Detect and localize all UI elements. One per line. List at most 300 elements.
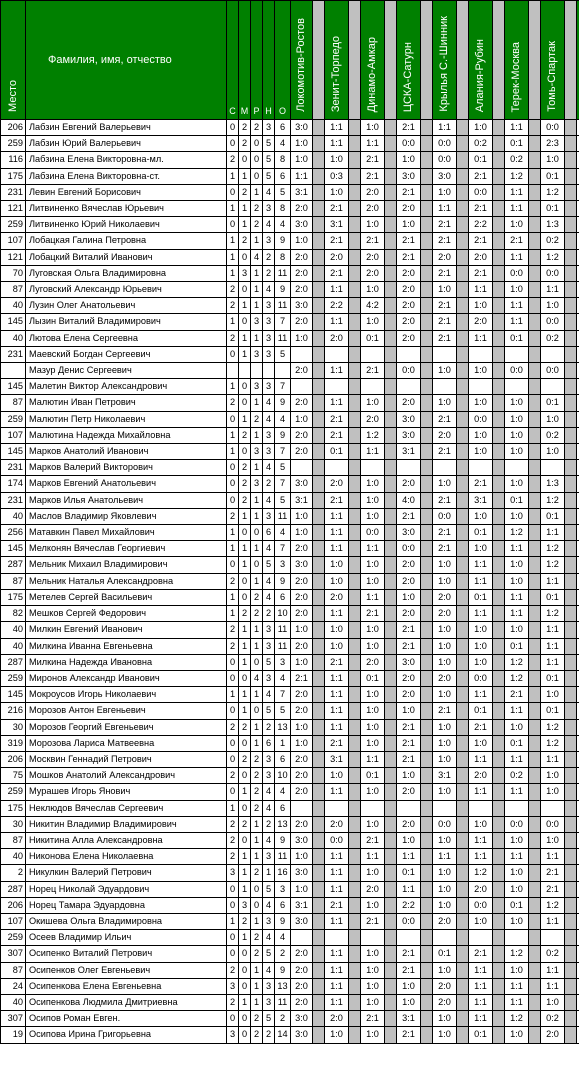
cell-gap	[493, 1027, 505, 1043]
cell-score: 1:1	[325, 120, 349, 136]
cell-name: Морозов Георгий Евгеньевич	[26, 719, 227, 735]
cell-gap	[421, 282, 433, 298]
header-match: Динамо-Амкар	[361, 1, 385, 120]
cell-stat: 2	[251, 1027, 263, 1043]
cell-gap	[421, 978, 433, 994]
cell-score: 0:0	[397, 363, 421, 379]
cell-score: 1:0	[433, 719, 457, 735]
cell-stat: 11	[275, 638, 291, 654]
cell-gap	[565, 444, 577, 460]
cell-score: 0:1	[505, 897, 529, 913]
cell-score: 1:0	[361, 573, 385, 589]
cell-stat: 1	[251, 573, 263, 589]
cell-stat: 4	[263, 962, 275, 978]
cell-score: 3:0	[397, 654, 421, 670]
cell-place: 175	[1, 800, 26, 816]
cell-score	[505, 460, 529, 476]
cell-stat: 5	[263, 136, 275, 152]
cell-name: Миронов Александр Иванович	[26, 670, 227, 686]
cell-gap	[529, 751, 541, 767]
cell-score	[433, 346, 457, 362]
cell-score: 1:0	[433, 184, 457, 200]
cell-stat: 16	[275, 865, 291, 881]
cell-gap	[529, 687, 541, 703]
cell-gap	[493, 201, 505, 217]
cell-gap	[493, 832, 505, 848]
cell-gap	[457, 994, 469, 1010]
cell-stat: 2	[263, 265, 275, 281]
table-row	[1, 622, 579, 638]
cell-stat: 0	[239, 768, 251, 784]
cell-gap	[349, 525, 361, 541]
cell-score: 1:1	[325, 962, 349, 978]
cell-score: 1:0	[541, 768, 565, 784]
cell-score	[361, 460, 385, 476]
cell-gap	[313, 1027, 325, 1043]
table-row	[1, 573, 579, 589]
cell-place: 145	[1, 687, 26, 703]
cell-gap	[457, 816, 469, 832]
cell-score: 2:1	[433, 525, 457, 541]
cell-place: 259	[1, 411, 26, 427]
cell-gap	[349, 1011, 361, 1027]
cell-score: 3:0	[291, 120, 313, 136]
cell-stat: 1	[227, 589, 239, 605]
cell-score: 0:2	[541, 330, 565, 346]
cell-place: 259	[1, 930, 26, 946]
cell-gap	[313, 703, 325, 719]
table-row	[1, 460, 579, 476]
cell-score: 3:0	[291, 298, 313, 314]
cell-stat: 9	[275, 573, 291, 589]
cell-score: 1:0	[361, 865, 385, 881]
cell-place: 145	[1, 444, 26, 460]
cell-gap	[457, 330, 469, 346]
cell-gap	[421, 589, 433, 605]
cell-score: 1:0	[361, 217, 385, 233]
cell-stat: 0	[239, 946, 251, 962]
cell-stat: 0	[239, 314, 251, 330]
cell-gap	[493, 800, 505, 816]
cell-gap	[457, 670, 469, 686]
cell-score: 0:0	[505, 265, 529, 281]
cell-score: 1:1	[505, 298, 529, 314]
cell-score: 1:2	[541, 719, 565, 735]
cell-score: 2:2	[397, 897, 421, 913]
cell-name: Луговская Ольга Владимировна	[26, 265, 227, 281]
cell-gap	[349, 913, 361, 929]
cell-score: 2:1	[469, 265, 493, 281]
cell-stat: 1	[251, 719, 263, 735]
cell-score	[505, 346, 529, 362]
cell-score: 1:1	[541, 913, 565, 929]
table-row	[1, 800, 579, 816]
cell-score: 1:0	[361, 557, 385, 573]
cell-gap	[493, 136, 505, 152]
cell-gap	[529, 265, 541, 281]
cell-score: 0:1	[325, 444, 349, 460]
cell-score: 1:0	[325, 184, 349, 200]
cell-gap	[493, 476, 505, 492]
cell-score: 2:1	[291, 670, 313, 686]
cell-stat: 4	[263, 687, 275, 703]
cell-stat: 2	[275, 1011, 291, 1027]
cell-stat: 0	[251, 897, 263, 913]
cell-gap	[529, 152, 541, 168]
cell-gap	[493, 298, 505, 314]
cell-stat: 6	[275, 751, 291, 767]
cell-score	[433, 930, 457, 946]
cell-stat: 1	[227, 233, 239, 249]
cell-gap	[313, 427, 325, 443]
cell-score	[397, 460, 421, 476]
cell-score: 2:0	[397, 298, 421, 314]
cell-score: 1:1	[469, 1011, 493, 1027]
cell-gap	[349, 265, 361, 281]
cell-score: 1:1	[325, 849, 349, 865]
table-row	[1, 427, 579, 443]
cell-stat: 2	[239, 427, 251, 443]
cell-gap	[565, 930, 577, 946]
cell-score: 2:0	[291, 994, 313, 1010]
cell-score: 2:1	[433, 330, 457, 346]
cell-score: 2:1	[397, 508, 421, 524]
cell-stat: 2	[239, 136, 251, 152]
cell-score: 0:0	[469, 411, 493, 427]
cell-gap	[529, 832, 541, 848]
cell-gap	[529, 719, 541, 735]
cell-gap	[529, 249, 541, 265]
cell-gap	[385, 816, 397, 832]
cell-place: 307	[1, 946, 26, 962]
cell-score: 1:0	[291, 719, 313, 735]
cell-gap	[385, 994, 397, 1010]
cell-score: 1:0	[361, 946, 385, 962]
cell-score: 2:0	[291, 444, 313, 460]
cell-gap	[349, 978, 361, 994]
cell-gap	[385, 784, 397, 800]
cell-stat: 0	[227, 930, 239, 946]
cell-gap	[529, 444, 541, 460]
cell-score: 1:1	[505, 541, 529, 557]
cell-score: 1:0	[505, 395, 529, 411]
cell-score: 0:0	[541, 816, 565, 832]
cell-score: 2:0	[291, 638, 313, 654]
cell-gap	[349, 638, 361, 654]
cell-stat: 2	[227, 638, 239, 654]
cell-score: 2:3	[541, 136, 565, 152]
cell-score: 2:0	[541, 1027, 565, 1043]
cell-score: 1:1	[505, 978, 529, 994]
cell-gap	[349, 541, 361, 557]
cell-score: 1:0	[325, 622, 349, 638]
cell-gap	[565, 897, 577, 913]
cell-score: 2:1	[469, 946, 493, 962]
cell-stat: 1	[251, 233, 263, 249]
cell-name: Лузин Олег Анатольевич	[26, 298, 227, 314]
cell-score: 1:1	[469, 849, 493, 865]
cell-score: 2:1	[325, 411, 349, 427]
cell-stat: 7	[275, 314, 291, 330]
cell-gap	[421, 606, 433, 622]
cell-gap	[529, 913, 541, 929]
cell-stat: 4	[263, 784, 275, 800]
cell-gap	[421, 994, 433, 1010]
cell-stat: 0	[227, 735, 239, 751]
cell-stat: 8	[275, 249, 291, 265]
cell-gap	[529, 962, 541, 978]
cell-gap	[457, 962, 469, 978]
cell-gap	[385, 800, 397, 816]
cell-stat: 2	[251, 201, 263, 217]
cell-gap	[565, 962, 577, 978]
cell-score: 1:0	[433, 865, 457, 881]
cell-score: 3:0	[397, 427, 421, 443]
cell-gap	[493, 638, 505, 654]
cell-gap	[421, 168, 433, 184]
cell-name: Марков Анатолий Иванович	[26, 444, 227, 460]
cell-place: 107	[1, 913, 26, 929]
cell-gap	[529, 363, 541, 379]
cell-stat: 4	[275, 217, 291, 233]
cell-place: 70	[1, 265, 26, 281]
cell-score: 0:1	[505, 492, 529, 508]
cell-stat: 0	[227, 654, 239, 670]
cell-gap	[565, 233, 577, 249]
table-row	[1, 541, 579, 557]
cell-gap	[493, 865, 505, 881]
cell-gap	[385, 184, 397, 200]
cell-gap	[421, 314, 433, 330]
cell-gap	[493, 330, 505, 346]
cell-score: 2:1	[433, 492, 457, 508]
cell-gap	[385, 897, 397, 913]
table-row	[1, 314, 579, 330]
cell-gap	[565, 265, 577, 281]
cell-score: 0:1	[361, 768, 385, 784]
cell-gap	[421, 670, 433, 686]
cell-gap	[421, 622, 433, 638]
cell-gap	[457, 622, 469, 638]
cell-score: 2:1	[397, 622, 421, 638]
cell-place: 216	[1, 703, 26, 719]
cell-gap	[385, 638, 397, 654]
cell-score: 0:1	[469, 589, 493, 605]
cell-stat: 1	[239, 881, 251, 897]
cell-place: 40	[1, 638, 26, 654]
table-row	[1, 654, 579, 670]
cell-stat: 1	[239, 217, 251, 233]
cell-score: 2:1	[433, 703, 457, 719]
cell-gap	[421, 654, 433, 670]
cell-gap	[385, 314, 397, 330]
cell-score: 2:1	[397, 962, 421, 978]
cell-score: 1:0	[505, 573, 529, 589]
cell-stat: 11	[275, 994, 291, 1010]
cell-score	[361, 379, 385, 395]
cell-gap	[385, 751, 397, 767]
cell-score: 2:0	[397, 784, 421, 800]
cell-score: 2:1	[361, 606, 385, 622]
cell-gap	[313, 444, 325, 460]
cell-gap	[565, 994, 577, 1010]
cell-stat: 0	[227, 120, 239, 136]
cell-score: 2:0	[291, 589, 313, 605]
cell-stat: 5	[275, 346, 291, 362]
cell-gap	[457, 1011, 469, 1027]
cell-score: 1:2	[361, 427, 385, 443]
cell-gap	[457, 152, 469, 168]
cell-score: 1:0	[469, 395, 493, 411]
cell-score: 2:0	[397, 816, 421, 832]
cell-gap	[421, 1027, 433, 1043]
cell-score: 1:0	[541, 994, 565, 1010]
cell-score: 0:0	[397, 913, 421, 929]
cell-stat: 11	[275, 622, 291, 638]
cell-gap	[457, 751, 469, 767]
cell-stat: 4	[275, 930, 291, 946]
cell-score: 1:0	[291, 330, 313, 346]
cell-score: 2:0	[325, 476, 349, 492]
cell-gap	[349, 395, 361, 411]
cell-stat: 1	[227, 525, 239, 541]
cell-score: 2:1	[397, 735, 421, 751]
cell-score: 1:0	[505, 1027, 529, 1043]
cell-stat	[227, 363, 239, 379]
cell-stat: 2	[227, 849, 239, 865]
cell-stat: 2	[239, 460, 251, 476]
table-row	[1, 508, 579, 524]
cell-gap	[349, 768, 361, 784]
cell-score: 0:0	[397, 136, 421, 152]
cell-stat: 3	[263, 233, 275, 249]
cell-stat: 1	[251, 395, 263, 411]
cell-gap	[349, 120, 361, 136]
cell-name: Левин Евгений Борисович	[26, 184, 227, 200]
cell-score: 1:0	[469, 541, 493, 557]
cell-stat: 3	[239, 897, 251, 913]
cell-stat: 9	[275, 282, 291, 298]
cell-stat: 2	[239, 816, 251, 832]
table-row	[1, 849, 579, 865]
cell-gap	[529, 411, 541, 427]
cell-stat: 0	[239, 1011, 251, 1027]
cell-score: 2:0	[291, 541, 313, 557]
cell-score: 0:2	[541, 427, 565, 443]
cell-gap	[385, 282, 397, 298]
cell-stat: 3	[251, 476, 263, 492]
cell-score: 1:0	[361, 687, 385, 703]
cell-name: Мельник Михаил Владимирович	[26, 557, 227, 573]
cell-name: Милкина Иванна Евгеньевна	[26, 638, 227, 654]
cell-score: 2:1	[433, 411, 457, 427]
cell-score: 1:0	[505, 476, 529, 492]
cell-score: 1:0	[361, 638, 385, 654]
cell-place: 174	[1, 476, 26, 492]
cell-score: 1:0	[361, 962, 385, 978]
cell-name: Метелев Сергей Васильевич	[26, 589, 227, 605]
cell-gap	[529, 541, 541, 557]
cell-stat: 6	[275, 800, 291, 816]
cell-gap	[385, 330, 397, 346]
cell-stat: 9	[275, 427, 291, 443]
cell-stat: 1	[251, 427, 263, 443]
cell-stat: 1	[239, 865, 251, 881]
cell-stat: 13	[275, 816, 291, 832]
cell-score: 1:0	[361, 314, 385, 330]
cell-score: 1:0	[433, 832, 457, 848]
cell-stat: 0	[239, 152, 251, 168]
cell-gap	[457, 654, 469, 670]
header-match: Крылья С.-Шинник	[433, 1, 457, 120]
cell-score: 2:1	[433, 444, 457, 460]
cell-score: 0:1	[541, 508, 565, 524]
cell-gap	[421, 249, 433, 265]
table-row	[1, 687, 579, 703]
cell-gap	[493, 444, 505, 460]
cell-gap	[457, 395, 469, 411]
cell-stat: 1	[227, 201, 239, 217]
cell-gap	[529, 168, 541, 184]
cell-name: Мошков Анатолий Александрович	[26, 768, 227, 784]
header-gap	[349, 1, 361, 120]
cell-gap	[457, 427, 469, 443]
cell-score: 2:0	[291, 784, 313, 800]
cell-stat: 7	[275, 687, 291, 703]
cell-stat: 2	[227, 395, 239, 411]
cell-stat: 1	[239, 687, 251, 703]
cell-score: 0:0	[469, 670, 493, 686]
cell-score	[361, 930, 385, 946]
cell-gap	[349, 282, 361, 298]
cell-gap	[385, 411, 397, 427]
cell-score: 3:0	[291, 557, 313, 573]
cell-name: Лабзина Елена Викторовна-мл.	[26, 152, 227, 168]
cell-score: 1:0	[325, 638, 349, 654]
cell-place: 2	[1, 865, 26, 881]
header-match: Алания-Рубин	[469, 1, 493, 120]
cell-stat: 11	[275, 330, 291, 346]
cell-score: 3:0	[397, 525, 421, 541]
cell-gap	[385, 557, 397, 573]
cell-gap	[313, 832, 325, 848]
cell-gap	[385, 1027, 397, 1043]
header-gap	[457, 1, 469, 120]
cell-gap	[349, 217, 361, 233]
cell-score: 2:1	[325, 201, 349, 217]
cell-gap	[349, 606, 361, 622]
cell-gap	[313, 184, 325, 200]
table-row	[1, 751, 579, 767]
cell-gap	[565, 670, 577, 686]
cell-stat: 1	[251, 849, 263, 865]
cell-score: 2:1	[397, 1027, 421, 1043]
cell-stat: 4	[251, 249, 263, 265]
cell-gap	[529, 994, 541, 1010]
cell-gap	[565, 346, 577, 362]
cell-gap	[457, 946, 469, 962]
cell-score	[469, 460, 493, 476]
cell-score: 2:1	[361, 1011, 385, 1027]
cell-score: 1:0	[291, 233, 313, 249]
cell-stat: 3	[263, 120, 275, 136]
cell-gap	[565, 508, 577, 524]
cell-score: 2:0	[325, 330, 349, 346]
cell-gap	[313, 751, 325, 767]
cell-stat: 6	[275, 120, 291, 136]
cell-score: 0:1	[505, 735, 529, 751]
cell-gap	[349, 411, 361, 427]
